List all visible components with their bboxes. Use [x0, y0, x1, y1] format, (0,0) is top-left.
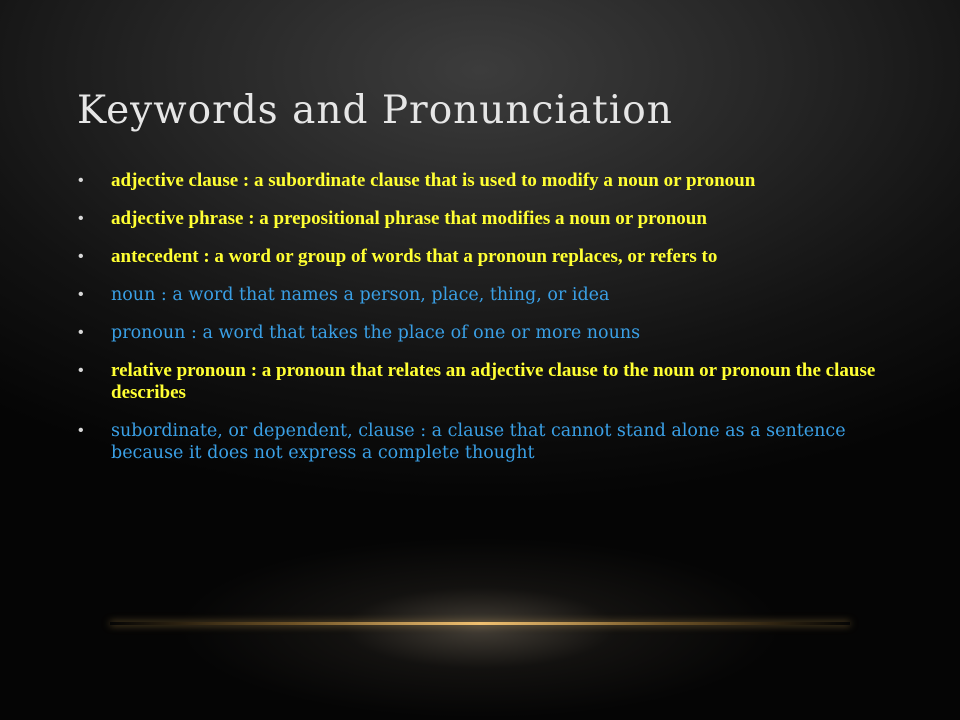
list-item-text: noun : a word that names a person, place, thing, or idea — [111, 285, 610, 305]
list-item-text: antecedent : a word or group of words that a pronoun replaces, or refers to — [111, 246, 718, 267]
list-item-text: subordinate, or dependent, clause : a clause that cannot stand alone as a sentence because it does not express a complete thought — [111, 421, 846, 463]
slide-title: Keywords and Pronunciation — [77, 88, 673, 133]
list-item-subordinate-clause — [78, 420, 878, 464]
bullet-icon: • — [78, 324, 84, 341]
keyword-list — [78, 170, 878, 480]
decorative-glow-line — [110, 622, 850, 625]
list-item-text: adjective phrase : a prepositional phrase that modifies a noun or pronoun — [111, 208, 707, 229]
bullet-icon: • — [78, 422, 84, 439]
list-item-text: pronoun : a word that takes the place of one or more nouns — [111, 323, 641, 343]
bullet-icon: • — [78, 286, 84, 303]
bullet-icon: • — [78, 248, 84, 265]
bullet-icon: • — [78, 210, 84, 227]
list-item-relative-pronoun — [78, 360, 878, 404]
list-item-antecedent — [78, 246, 878, 268]
list-item-noun — [78, 284, 878, 306]
list-item-pronoun — [78, 322, 878, 344]
list-item-text: relative pronoun : a pronoun that relates an adjective clause to the noun or pronoun the clause describes — [111, 360, 876, 403]
list-item-text: adjective clause : a subordinate clause that is used to modify a noun or pronoun — [111, 170, 756, 191]
list-item-adjective-phrase — [78, 208, 878, 230]
list-item-adjective-clause — [78, 170, 878, 192]
bullet-icon: • — [78, 172, 84, 189]
bullet-icon: • — [78, 362, 84, 379]
